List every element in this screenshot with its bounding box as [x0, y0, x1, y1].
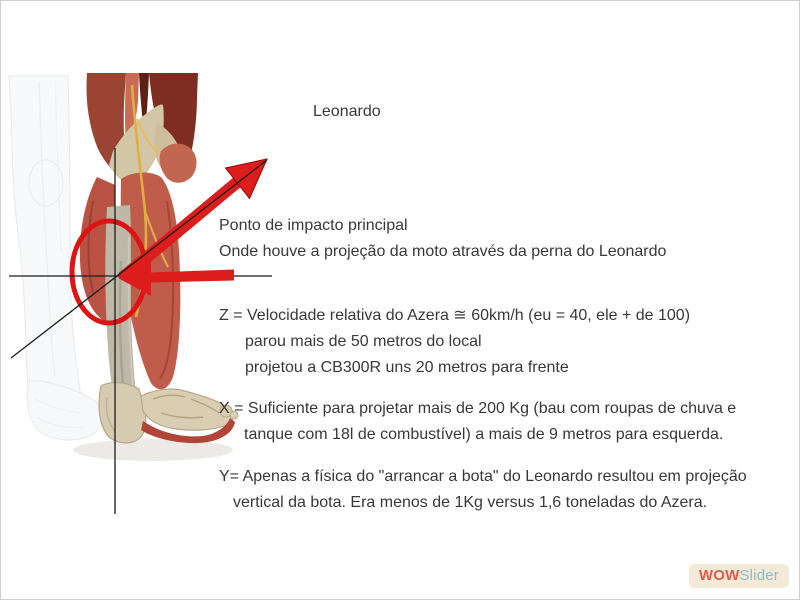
x-axis-annotation	[219, 396, 736, 448]
figure-title: Leonardo	[313, 103, 381, 120]
wowslider-watermark-badge[interactable]	[689, 564, 789, 588]
x-line-1: X = Suficiente para projetar mais de 200 Kg (bau com roupas de chuva e	[219, 400, 737, 417]
impact-note-line-1: Ponto de impacto principal	[219, 217, 408, 234]
y-line-2: vertical da bota. Era menos de 1Kg versus 1,6 toneladas do Azera.	[233, 494, 708, 511]
z-line-1: Z = Velocidade relativa do Azera ≅ 60km/h (eu = 40, ele + de 100)	[219, 307, 691, 324]
x-line-2: tanque com 18l de combustível) a mais de 9 metros para esquerda.	[244, 426, 724, 443]
impact-point-note	[219, 213, 666, 265]
watermark-wow-text: WOW	[698, 567, 740, 584]
z-axis-annotation	[219, 303, 690, 381]
impact-note-line-2: Onde houve a projeção da moto através da perna do Leonardo	[219, 243, 667, 260]
watermark-slider-text: Slider	[739, 567, 779, 584]
z-line-2: parou mais de 50 metros do local	[245, 333, 482, 350]
y-axis-annotation	[219, 464, 747, 516]
z-line-3: projetou a CB300R uns 20 metros para frente	[245, 359, 569, 376]
y-line-1: Y= Apenas a física do "arrancar a bota" do Leonardo resultou em projeção	[219, 468, 747, 485]
